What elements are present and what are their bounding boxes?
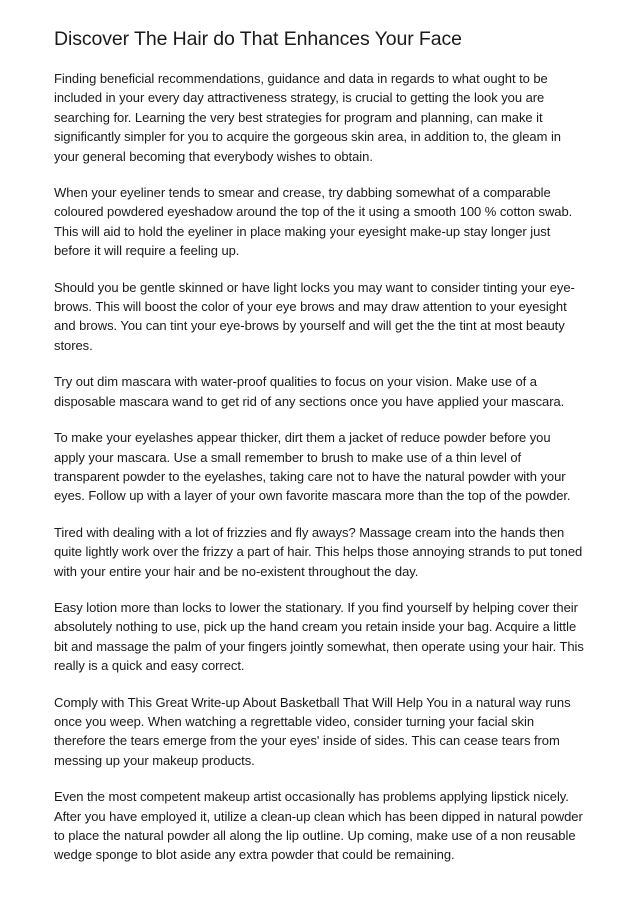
paragraph [54, 598, 588, 676]
paragraph-line: Should you be gentle skinned or have light locks you may want to consider tinting your eye- [54, 279, 575, 295]
paragraph [54, 183, 588, 261]
paragraph-line: and brows. You can tint your eye-brows by yourself and will get the the tint at most beauty [54, 318, 565, 334]
paragraph-line: After you have employed it, utilize a clean-up clean which has been dipped in natural powder [54, 808, 583, 824]
paragraph [54, 523, 588, 581]
paragraph-line: bit and massage the palm of your fingers jointly somewhat, then operate using your hair. This [54, 638, 584, 654]
paragraph-line: disposable mascara wand to get rid of any sections once you have applied your mascara. [54, 393, 565, 409]
paragraph-line: messing up your makeup products. [54, 752, 255, 768]
document-page [54, 26, 588, 882]
paragraph-line: significantly simpler for you to acquire the gorgeous skin area, in addition to, the gleam in [54, 129, 561, 145]
paragraph-line: Comply with This Great Write-up About Basketball That Will Help You in a natural way runs [54, 694, 571, 710]
paragraph-line: searching for. Learning the very best strategies for program and planning, can make it [54, 109, 543, 125]
paragraph-line: coloured powdered eyeshadow around the top of the it using a smooth 100 % cotton swab. [54, 204, 573, 220]
paragraph-line: your general becoming that everybody wishes to obtain. [54, 148, 373, 164]
paragraph-line: before it will require a feeling up. [54, 243, 240, 259]
paragraph-line: Tired with dealing with a lot of frizzies and fly aways? Massage cream into the hands then [54, 524, 565, 540]
paragraph-line: included in your every day attractiveness strategy, is crucial to getting the look you are [54, 90, 545, 106]
paragraph-line: once you weep. When watching a regrettable video, consider turning your facial skin [54, 713, 535, 729]
paragraph-line: brows. This will boost the color of your eye brows and may draw attention to your eyesight [54, 299, 567, 315]
paragraph-line: quite lightly work over the frizzy a part of hair. This helps those annoying strands to put toned [54, 544, 583, 560]
paragraph-line: really is a quick and easy correct. [54, 658, 245, 674]
paragraph-line: therefore the tears emerge from the your eyes' inside of sides. This can cease tears from [54, 733, 560, 749]
paragraph-line: Try out dim mascara with water-proof qualities to focus on your vision. Make use of a [54, 374, 537, 390]
paragraph-line: When your eyeliner tends to smear and crease, try dabbing somewhat of a comparable [54, 185, 551, 201]
paragraph-line: Even the most competent makeup artist occasionally has problems applying lipstick nicely. [54, 789, 569, 805]
paragraph-line: To make your eyelashes appear thicker, dirt them a jacket of reduce powder before you [54, 430, 551, 446]
paragraph [54, 372, 588, 411]
paragraph [54, 428, 588, 506]
paragraph-line: Easy lotion more than locks to lower the stationary. If you find yourself by helping cover their [54, 599, 578, 615]
paragraph [54, 278, 588, 356]
paragraph-line: to place the natural powder all along the lip outline. Up coming, make use of a non reusable [54, 828, 576, 843]
paragraph-line: Finding beneficial recommendations, guidance and data in regards to what ought to be [54, 71, 548, 86]
paragraph [54, 69, 588, 166]
document-body [54, 69, 588, 865]
paragraph-line: This will aid to hold the eyeliner in place making your eyesight make-up stay longer just [54, 223, 551, 239]
paragraph-line: eyes. Follow up with a layer of your own favorite mascara more than the top of the powder. [54, 488, 571, 504]
paragraph [54, 787, 588, 865]
paragraph-line: apply your mascara. Use a small remember to brush to make use of a thin level of [54, 449, 522, 465]
paragraph-line: transparent powder to the eyelashes, taking care not to have the natural powder with your [54, 468, 566, 484]
paragraph-line: wedge sponge to blot aside any extra powder that could be remaining. [54, 847, 455, 863]
paragraph-line: absolutely nothing to use, pick up the hand cream you retain inside your bag. Acquire a little [54, 619, 577, 635]
paragraph-line: with your entire your hair and be no-existent throughout the day. [54, 563, 419, 579]
document-title: Discover The Hair do That Enhances Your Face [54, 28, 462, 50]
paragraph [54, 693, 588, 771]
paragraph-line: stores. [54, 337, 93, 353]
